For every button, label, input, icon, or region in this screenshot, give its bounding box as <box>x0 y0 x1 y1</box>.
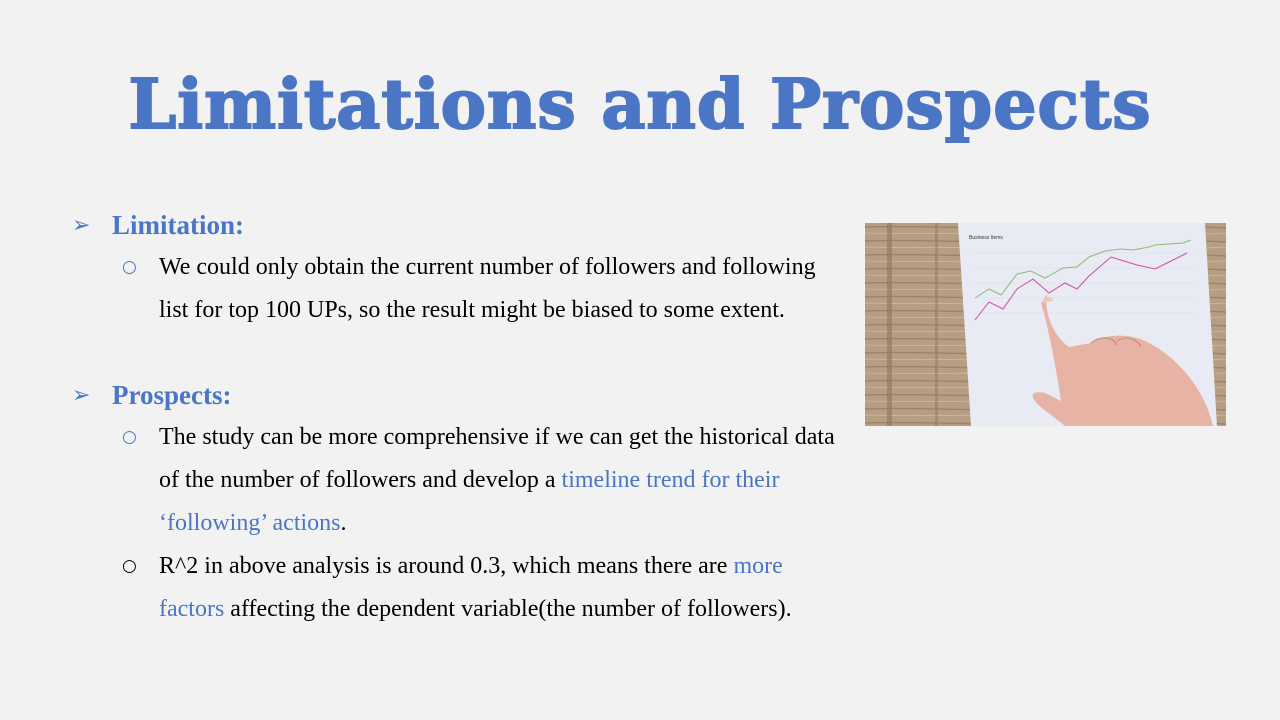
content-area <box>72 204 852 631</box>
bullet-text <box>159 416 849 545</box>
hollow-circle-bullet-icon: ○ <box>122 257 137 277</box>
list-item <box>72 545 852 631</box>
text-run: R^2 in above analysis is around 0.3, which means there are <box>159 553 734 579</box>
bullet-text <box>159 246 849 332</box>
hollow-circle-bullet-icon: ○ <box>122 556 137 576</box>
business-chart-photo <box>865 223 1226 426</box>
hollow-circle-bullet-icon: ○ <box>122 427 137 447</box>
highlight-text: timeline trend for their ‘following’ actions <box>159 467 780 536</box>
text-run: The study can be more comprehensive if we can get the historical data of the number of followers and develop a <box>159 424 835 493</box>
limitation-list <box>72 246 852 332</box>
text-run: . <box>340 510 347 536</box>
list-item <box>72 416 852 545</box>
text-run: affecting the dependent variable(the number of followers). <box>224 596 792 622</box>
chart-title-text: Business Items <box>969 235 1003 241</box>
highlight-text: more factors <box>159 553 783 622</box>
list-item <box>72 246 852 332</box>
prospects-heading: Prospects: <box>112 379 232 410</box>
arrow-bullet-icon: ➢ <box>72 212 91 238</box>
slide-title: Limitations and Prospects <box>128 65 1152 145</box>
section-prospects <box>72 374 852 416</box>
text-run: We could only obtain the current number of followers and following list for top 100 UPs, so the result might be biased to some extent. <box>159 254 816 323</box>
bullet-text <box>159 545 849 631</box>
prospects-list <box>72 416 852 631</box>
arrow-bullet-icon: ➢ <box>72 382 91 408</box>
section-limitation <box>72 204 852 246</box>
limitation-heading: Limitation: <box>112 209 244 240</box>
